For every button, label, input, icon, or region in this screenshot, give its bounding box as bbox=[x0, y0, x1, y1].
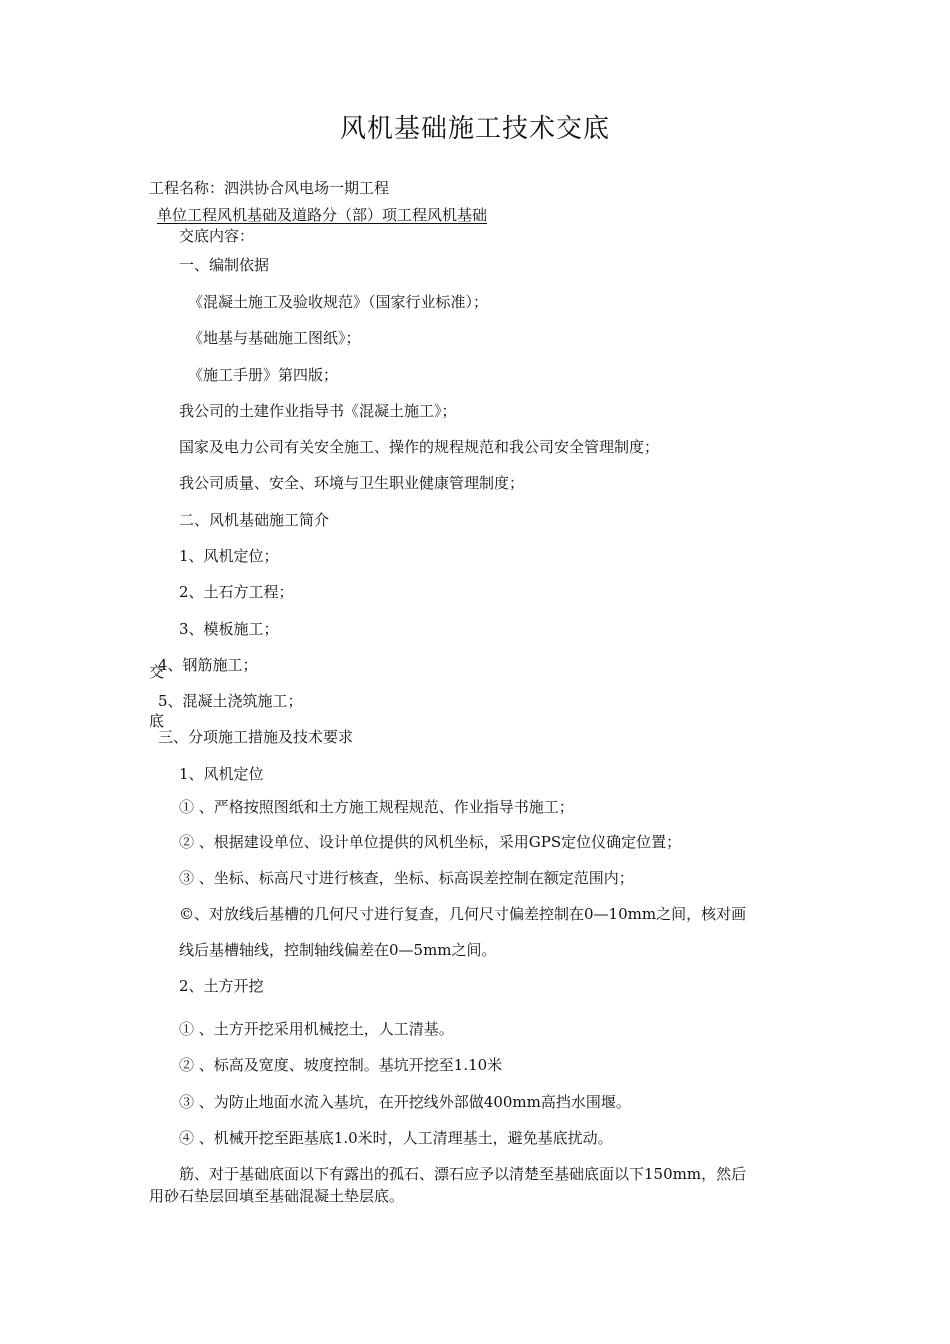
basis-item: 《地基与基础施工图纸》； bbox=[188, 329, 361, 347]
excavation-item: ④ 、机械开挖至距基底1.0米时，人工清理基土，避免基底扰动。 bbox=[179, 1129, 613, 1147]
margin-label-char: 交 bbox=[149, 663, 165, 681]
content-label: 交底内容： bbox=[179, 227, 255, 245]
intro-item: 2、土石方工程； bbox=[179, 583, 294, 601]
section1-heading: 一、编制依据 bbox=[179, 256, 270, 274]
subsection-heading: 1、风机定位 bbox=[179, 765, 264, 783]
positioning-item: 线后基槽轴线，控制轴线偏差在0—5mm之间。 bbox=[179, 941, 497, 959]
intro-item: 4、钢筋施工； bbox=[158, 656, 258, 674]
basis-item: 我公司的土建作业指导书《混凝土施工》； bbox=[179, 402, 457, 420]
intro-item: 3、模板施工； bbox=[179, 620, 279, 638]
subsection-heading: 2、土方开挖 bbox=[179, 977, 264, 995]
project-name: 工程名称：泗洪协合风电场一期工程 bbox=[149, 179, 390, 197]
section3-heading: 三、分项施工措施及技术要求 bbox=[158, 728, 354, 746]
basis-item: 我公司质量、安全、环境与卫生职业健康管理制度； bbox=[179, 474, 525, 492]
section2-heading: 二、风机基础施工简介 bbox=[179, 511, 330, 529]
excavation-item: ③ 、为防止地面水流入基坑，在开挖线外部做400mm高挡水围堰。 bbox=[179, 1093, 631, 1111]
excavation-paragraph-line: 用砂石垫层回填至基础混凝土垫层底。 bbox=[149, 1187, 405, 1205]
positioning-item: ② 、根据建设单位、设计单位提供的风机坐标，采用GPS定位仪确定位置； bbox=[179, 833, 682, 851]
excavation-item: ① 、土方开挖采用机械挖土，人工清基。 bbox=[179, 1020, 454, 1038]
document-title: 风机基础施工技术交底 bbox=[339, 114, 610, 144]
positioning-item: ③ 、坐标、标高尺寸进行核查，坐标、标高误差控制在额定范围内； bbox=[179, 869, 634, 887]
positioning-item: ©、对放线后基槽的几何尺寸进行复查，几何尺寸偏差控制在0—10mm之间，核对画 bbox=[179, 905, 747, 923]
excavation-paragraph-line: 筋、对于基础底面以下有露出的孤石、漂石应予以清楚至基础底面以下150mm，然后 bbox=[179, 1165, 747, 1183]
intro-item: 1、风机定位； bbox=[179, 547, 279, 565]
positioning-item: ① 、严格按照图纸和土方施工规程规范、作业指导书施工； bbox=[179, 798, 574, 816]
unit-project: 单位工程风机基础及道路分（部）项工程风机基础 bbox=[157, 206, 488, 224]
basis-item: 《施工手册》第四版； bbox=[188, 366, 339, 384]
intro-item: 5、混凝土浇筑施工； bbox=[158, 692, 303, 710]
margin-label-char: 底 bbox=[149, 712, 165, 730]
excavation-item: ② 、标高及宽度、坡度控制。基坑开挖至1.10米 bbox=[179, 1056, 503, 1074]
basis-item: 《混凝土施工及验收规范》（国家行业标准）； bbox=[188, 293, 489, 311]
basis-item: 国家及电力公司有关安全施工、操作的规程规范和我公司安全管理制度； bbox=[179, 438, 660, 456]
